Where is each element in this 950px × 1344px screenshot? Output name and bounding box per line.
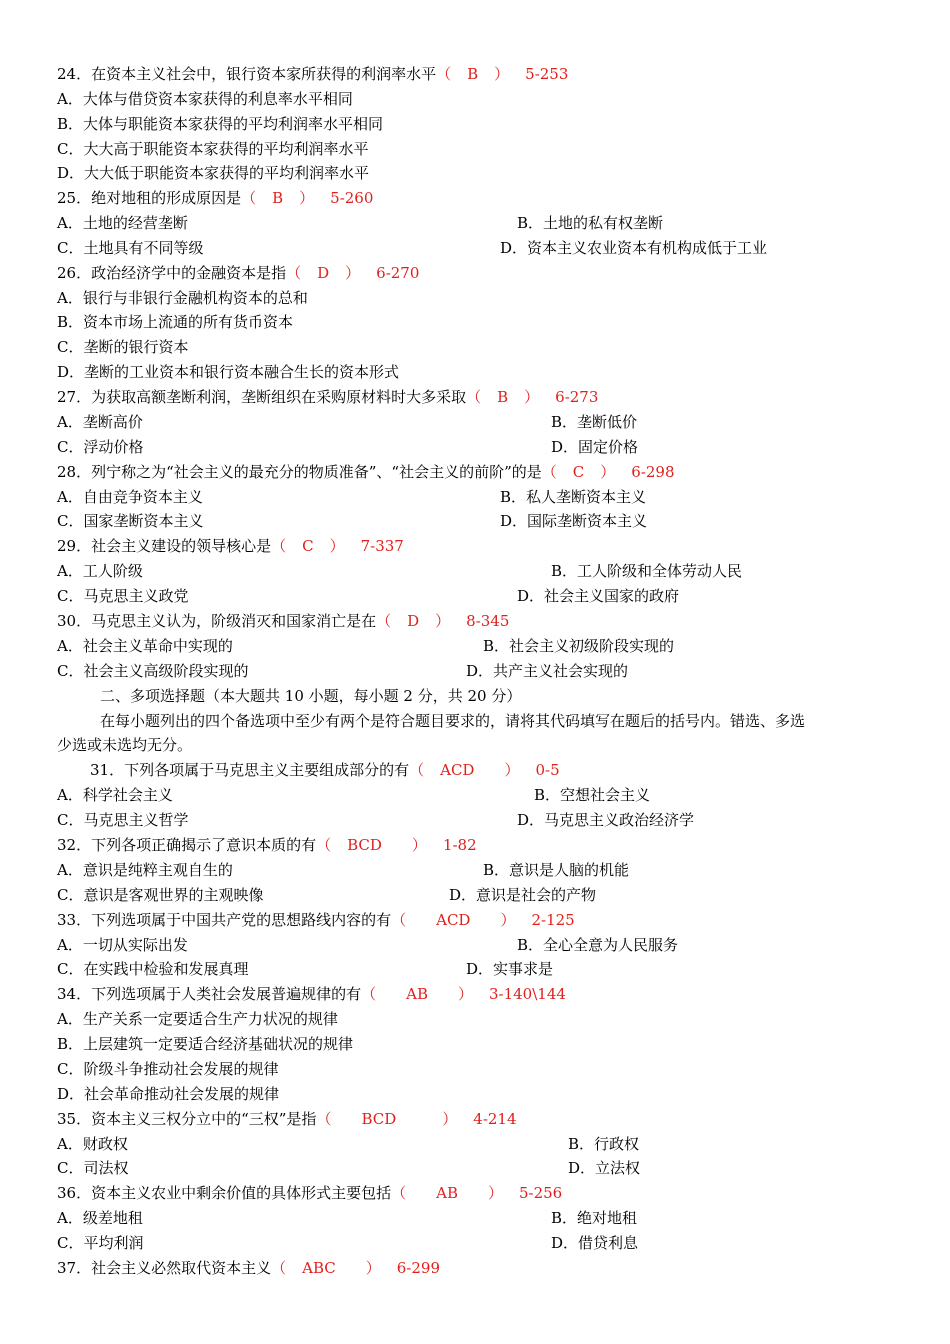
option-d: D．大大低于职能资本家获得的平均利润率水平 [57,164,370,182]
question-stem: 35．资本主义三权分立中的“三权”是指 [57,1110,317,1128]
question-stem: 29．社会主义建设的领导核心是 [57,537,272,555]
option-c: C．司法权 [57,1159,129,1177]
answer-ref: 6-273 [555,388,599,406]
answer-open: （ [286,264,302,282]
question-28 [57,462,675,482]
answer-key: C [302,537,314,555]
question-29 [57,536,404,556]
option-c: C．马克思主义政党 [57,587,189,605]
option-d: D．意识是社会的产物 [449,886,597,904]
question-stem: 32．下列各项正确揭示了意识本质的有 [57,836,317,854]
option-a: A．银行与非银行金融机构资本的总和 [57,289,308,307]
answer-ref: 5-256 [518,1184,563,1202]
question-stem: 24．在资本主义社会中，银行资本家所获得的利润率水平 [57,65,437,83]
answer-key: ACD [436,911,471,929]
option-d: D．垄断的工业资本和银行资本融合生长的资本形式 [57,363,400,381]
option-c: C．浮动价格 [57,438,144,456]
question-24 [57,64,568,84]
answer-close: ） [487,1184,503,1202]
answer-key: C [572,463,585,481]
answer-ref: 6-298 [631,463,675,481]
question-27 [57,387,598,407]
option-a: A．垄断高价 [57,413,143,431]
answer-close: ） [500,911,516,929]
question-stem: 30．马克思主义认为，阶级消灭和国家消亡是在 [57,612,377,630]
answer-open: （ [271,1259,287,1277]
option-d: D．共产主义社会实现的 [466,662,629,680]
answer-ref: 7-337 [360,537,404,555]
answer-ref: 6-299 [396,1259,440,1277]
answer-close: ） [329,537,345,555]
question-30 [57,611,509,631]
answer-open: （ [391,911,407,929]
option-b: B．土地的私有权垄断 [517,214,664,232]
question-31 [90,760,560,780]
question-stem: 37．社会主义必然取代资本主义 [57,1259,272,1277]
answer-open: （ [316,1110,332,1128]
question-34 [57,984,566,1004]
option-c: C．垄断的银行资本 [57,338,189,356]
option-d: D．固定价格 [551,438,639,456]
answer-ref: 8-345 [466,612,510,630]
question-stem: 26．政治经济学中的金融资本是指 [57,264,287,282]
answer-close: ） [411,836,427,854]
option-a: A．级差地租 [57,1209,143,1227]
answer-key: ABC [302,1259,336,1277]
question-26 [57,263,419,283]
option-d: D．社会主义国家的政府 [517,587,680,605]
answer-close: ） [435,612,451,630]
option-b: B．空想社会主义 [534,786,651,804]
answer-ref: 1-82 [442,836,477,854]
option-a: A．社会主义革命中实现的 [57,637,233,655]
answer-open: （ [376,612,392,630]
question-stem: 33．下列选项属于中国共产党的思想路线内容的有 [57,911,392,929]
answer-close: ） [600,463,616,481]
option-a: A．科学社会主义 [57,786,173,804]
option-a: A．大体与借贷资本家获得的利息率水平相同 [57,90,353,108]
answer-ref: 3-140\144 [488,985,566,1003]
answer-ref: 4-214 [473,1110,517,1128]
option-a: A．自由竞争资本主义 [57,488,203,506]
section-title: 二、多项选择题（本大题共 10 小题，每小题 2 分，共 20 分） [100,687,522,705]
option-a: A．土地的经营垄断 [57,214,188,232]
option-a: A．一切从实际出发 [57,936,188,954]
section-instructions-cont: 少选或未选均无分。 [57,736,193,754]
answer-ref: 5-253 [525,65,569,83]
question-37 [57,1258,440,1278]
option-d: D．立法权 [568,1159,641,1177]
option-b: B．私人垄断资本主义 [500,488,647,506]
option-a: A．意识是纯粹主观自生的 [57,861,233,879]
question-36 [57,1183,562,1203]
answer-key: B [497,388,509,406]
option-b: B．垄断低价 [551,413,638,431]
answer-open: （ [409,761,425,779]
option-a: A．工人阶级 [57,562,143,580]
option-b: B．上层建筑一定要适合经济基础状况的规律 [57,1035,354,1053]
answer-close: ） [345,264,361,282]
option-b: B．行政权 [568,1135,640,1153]
answer-ref: 2-125 [531,911,575,929]
option-c: C．阶级斗争推动社会发展的规律 [57,1060,279,1078]
option-b: B．大体与职能资本家获得的平均利润率水平相同 [57,115,384,133]
option-b: B．意识是人脑的机能 [483,861,630,879]
answer-open: （ [391,1184,407,1202]
option-b: B．资本市场上流通的所有货币资本 [57,313,294,331]
answer-key: B [272,189,284,207]
answer-key: BCD [361,1110,397,1128]
question-32 [57,835,477,855]
question-stem: 31．下列各项属于马克思主义主要组成部分的有 [90,761,410,779]
answer-open: （ [436,65,452,83]
answer-key: AB [436,1184,458,1202]
option-b: B．全心全意为人民服务 [517,936,679,954]
answer-open: （ [316,836,332,854]
option-c: C．马克思主义哲学 [57,811,189,829]
option-c: C．意识是客观世界的主观映像 [57,886,264,904]
option-c: C．土地具有不同等级 [57,239,204,257]
option-a: A．财政权 [57,1135,128,1153]
option-b: B．绝对地租 [551,1209,638,1227]
answer-key: B [467,65,479,83]
answer-key: AB [406,985,428,1003]
question-stem: 25．绝对地租的形成原因是 [57,189,242,207]
answer-close: ） [524,388,540,406]
answer-close: ） [299,189,315,207]
question-stem: 27．为获取高额垄断利润，垄断组织在采购原材料时大多采取 [57,388,467,406]
option-b: B．工人阶级和全体劳动人民 [551,562,743,580]
option-d: D．资本主义农业资本有机构成低于工业 [500,239,768,257]
answer-open: （ [241,189,257,207]
answer-open: （ [541,463,557,481]
section-instructions: 在每小题列出的四个备选项中至少有两个是符合题目要求的，请将其代码填写在题后的括号内。错选、多选 [100,712,806,730]
answer-close: ） [442,1110,458,1128]
option-d: D．社会革命推动社会发展的规律 [57,1085,280,1103]
answer-open: （ [466,388,482,406]
answer-key: ACD [440,761,475,779]
option-c: C．平均利润 [57,1234,144,1252]
option-d: D．国际垄断资本主义 [500,512,648,530]
option-c: C．在实践中检验和发展真理 [57,960,249,978]
question-stem: 28．列宁称之为“社会主义的最充分的物质准备”、“社会主义的前阶”的是 [57,463,542,481]
option-a: A．生产关系一定要适合生产力状况的规律 [57,1010,338,1028]
question-25 [57,188,373,208]
question-35 [57,1109,517,1129]
answer-key: D [407,612,420,630]
answer-close: ） [457,985,473,1003]
answer-ref: 6-270 [376,264,420,282]
question-stem: 36．资本主义农业中剩余价值的具体形式主要包括 [57,1184,392,1202]
answer-close: ） [494,65,510,83]
option-c: C．大大高于职能资本家获得的平均利润率水平 [57,140,369,158]
question-stem: 34．下列选项属于人类社会发展普遍规律的有 [57,985,362,1003]
option-d: D．马克思主义政治经济学 [517,811,695,829]
answer-close: ） [504,761,520,779]
option-d: D．实事求是 [466,960,554,978]
option-c: C．国家垄断资本主义 [57,512,204,530]
answer-open: （ [271,537,287,555]
answer-key: D [317,264,330,282]
answer-close: ） [365,1259,381,1277]
question-33 [57,910,575,930]
answer-open: （ [361,985,377,1003]
option-d: D．借贷利息 [551,1234,639,1252]
option-c: C．社会主义高级阶段实现的 [57,662,249,680]
option-b: B．社会主义初级阶段实现的 [483,637,675,655]
answer-key: BCD [347,836,382,854]
answer-ref: 5-260 [330,189,374,207]
answer-ref: 0-5 [535,761,560,779]
